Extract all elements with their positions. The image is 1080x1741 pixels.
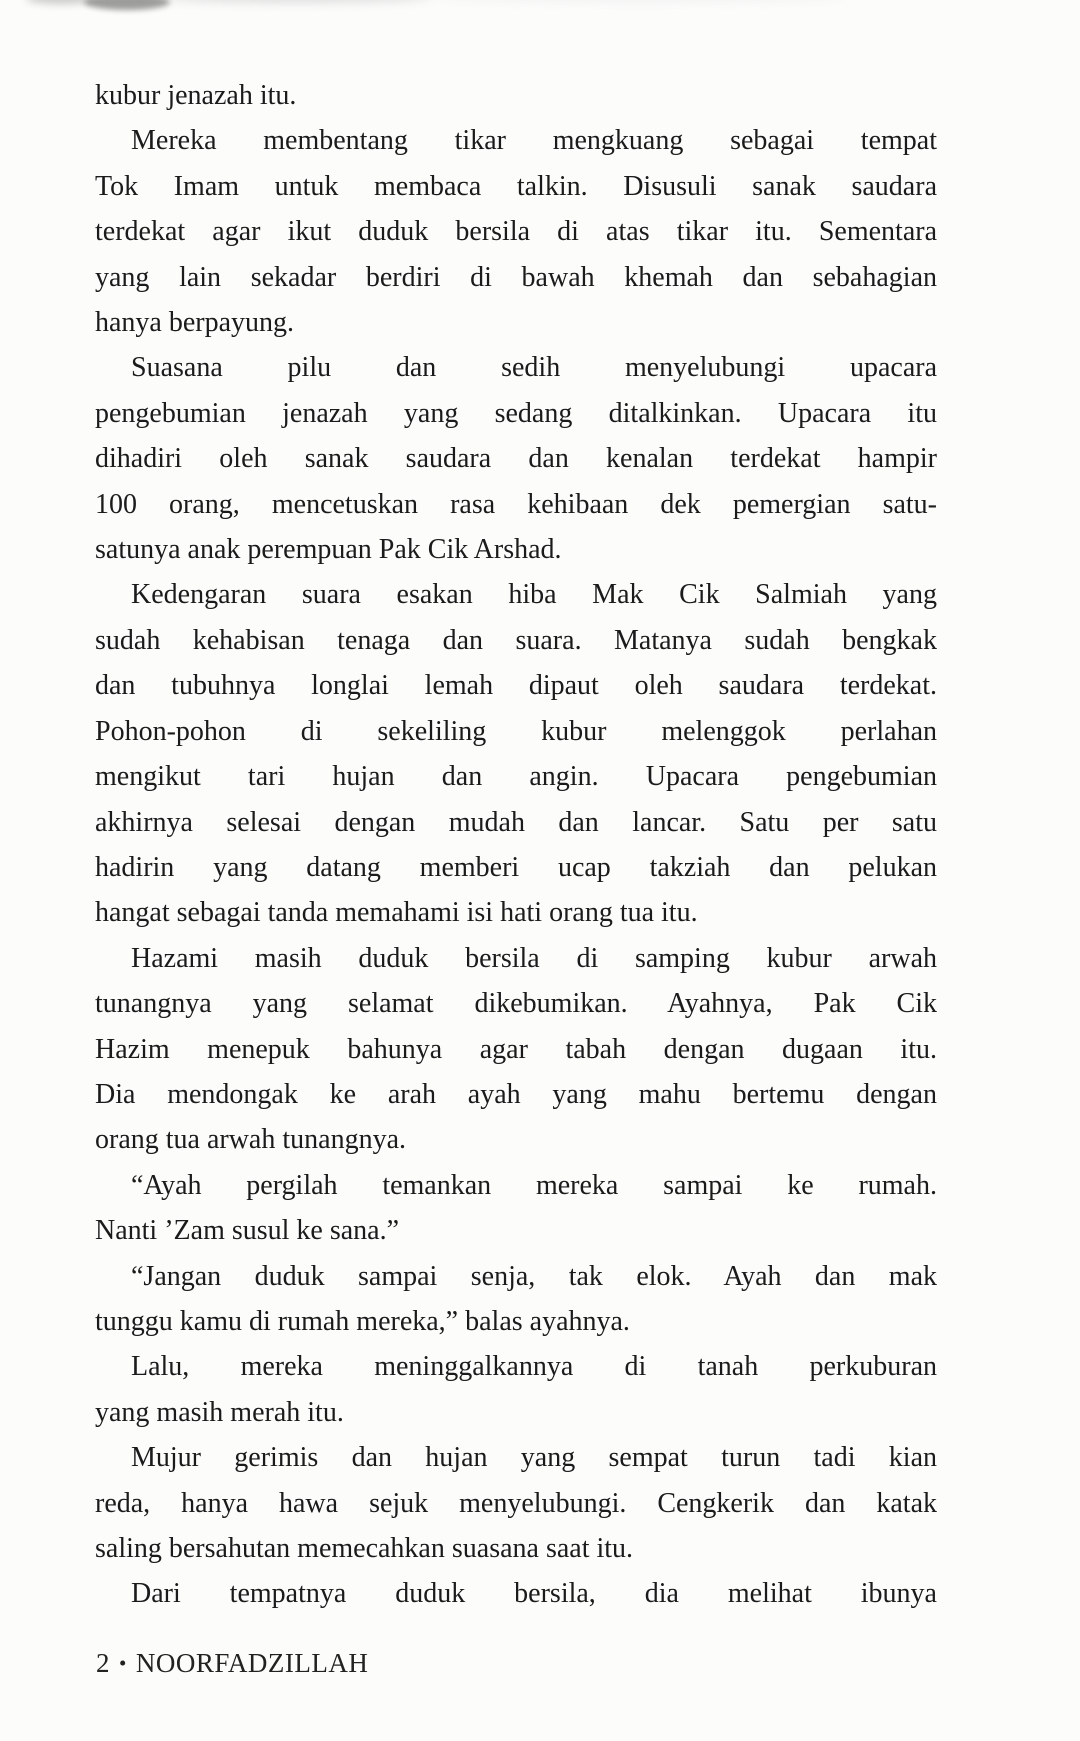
text-line: saling bersahutan memecahkan suasana saat itu. xyxy=(95,1533,634,1564)
text-line: Mujur gerimis dan hujan yang sempat turun tadi kian xyxy=(131,1442,937,1474)
paragraph xyxy=(95,1571,937,1616)
text-line: Lalu, mereka meninggalkannya di tanah perkuburan xyxy=(131,1351,937,1383)
paragraph xyxy=(95,1344,937,1435)
text-line: hanya berpayung. xyxy=(95,307,295,339)
text-line: hangat sebagai tanda memahami isi hati orang tua itu. xyxy=(95,897,698,929)
text-line: tunangnya yang selamat dikebumikan. Ayahnya, Pak Cik xyxy=(95,988,937,1020)
text-line: reda, hanya hawa sejuk menyelubungi. Cengkerik dan katak xyxy=(95,1487,937,1519)
text-line: sudah kehabisan tenaga dan suara. Matanya sudah bengkak xyxy=(95,624,937,656)
text-line: dihadiri oleh sanak saudara dan kenalan terdekat hampir xyxy=(95,443,937,475)
text-line: satunya anak perempuan Pak Cik Arshad. xyxy=(95,534,562,566)
text-line: pengebumian jenazah yang sedang ditalkinkan. Upacara itu xyxy=(95,397,937,429)
scan-smudge xyxy=(26,0,96,4)
text-line: orang tua arwah tunangnya. xyxy=(95,1124,406,1156)
page-footer xyxy=(96,1647,368,1679)
paragraph xyxy=(95,1163,937,1254)
text-line: tunggu kamu di rumah mereka,” balas ayahnya. xyxy=(95,1305,630,1337)
text-line: hadirin yang datang memberi ucap takziah dan pelukan xyxy=(95,851,937,883)
text-line: Tok Imam untuk membaca talkin. Disusuli sanak saudara xyxy=(95,170,937,202)
text-line: Suasana pilu dan sedih menyelubungi upacara xyxy=(131,352,937,384)
scan-smudge xyxy=(162,0,432,3)
text-line: Pohon-pohon di sekeliling kubur melenggok perlahan xyxy=(95,715,937,747)
text-line: Kedengaran suara esakan hiba Mak Cik Salmiah yang xyxy=(131,579,937,611)
body-text xyxy=(95,73,937,1617)
text-line: Dari tempatnya duduk bersila, dia melihat ibunya xyxy=(131,1578,937,1610)
text-line: 100 orang, mencetuskan rasa kehibaan dek pemergian satu- xyxy=(95,488,937,520)
text-line: mengikut tari hujan dan angin. Upacara pengebumian xyxy=(95,761,937,793)
text-line: akhirnya selesai dengan mudah dan lancar. Satu per satu xyxy=(95,806,937,838)
text-line: Hazami masih duduk bersila di samping kubur arwah xyxy=(131,942,937,974)
scan-smudge xyxy=(84,0,170,10)
text-line: Hazim menepuk bahunya agar tabah dengan dugaan itu. xyxy=(95,1033,937,1065)
text-line: terdekat agar ikut duduk bersila di atas tikar itu. Sementara xyxy=(95,216,937,248)
paragraph xyxy=(95,345,937,572)
text-line: kubur jenazah itu. xyxy=(95,80,297,111)
paragraph xyxy=(95,572,937,935)
paragraph xyxy=(95,73,937,118)
footer-author-name: NOORFADZILLAH xyxy=(135,1648,369,1679)
text-line: “Jangan duduk sampai senja, tak elok. Ayah dan mak xyxy=(131,1260,937,1292)
text-line: dan tubuhnya longlai lemah dipaut oleh saudara terdekat. xyxy=(95,670,937,702)
page-number: 2 xyxy=(96,1648,110,1679)
footer-separator: • xyxy=(119,1651,127,1675)
text-line: Mereka membentang tikar mengkuang sebagai tempat xyxy=(131,125,937,157)
text-line: yang masih merah itu. xyxy=(95,1396,344,1428)
text-line: Nanti ’Zam susul ke sana.” xyxy=(95,1215,400,1247)
text-line: “Ayah pergilah temankan mereka sampai ke rumah. xyxy=(131,1169,937,1201)
paragraph xyxy=(95,118,937,345)
text-line: Dia mendongak ke arah ayah yang mahu bertemu dengan xyxy=(95,1078,937,1110)
paragraph xyxy=(95,936,937,1163)
paragraph xyxy=(95,1254,937,1345)
text-line: yang lain sekadar berdiri di bawah khemah dan sebahagian xyxy=(95,261,937,293)
paragraph xyxy=(95,1435,937,1571)
